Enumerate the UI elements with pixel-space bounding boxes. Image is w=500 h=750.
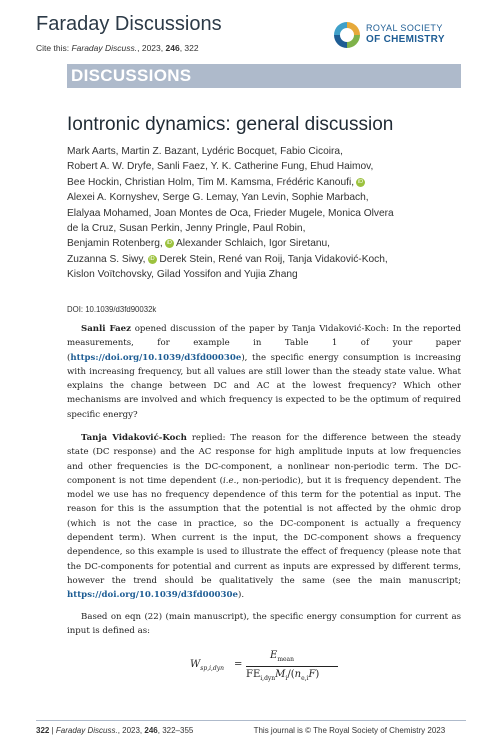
cite-page: , 322: [179, 43, 199, 53]
author-line: [67, 236, 467, 251]
cite-label: Cite this:: [36, 43, 70, 53]
author-line: Mark Aarts, Martin Z. Bazant, Lydéric Bocquet, Fabio Cicoira,: [67, 146, 343, 157]
fraction-bar: [246, 666, 338, 667]
body-text: ), the specific energy consumption is increasing with increasing frequency, but all values are still lower than the steady state value. What explains the change between DC and AC at the lowest frequency? Which other mechanisms are involved and which frequency is expected to be the optimum of required specific energy?: [67, 352, 461, 420]
paragraph-text: [67, 322, 461, 422]
footer-year: , 2023,: [117, 726, 143, 735]
cite-volume: 246: [165, 43, 180, 53]
equation-numerator: $E_{mean}$: [270, 650, 294, 663]
body-text: replied: The reason for the difference between the steady state (DC response) and the AC response for high amplitude inputs at low frequencies and other frequencies is the DC-component, a nonlinear non-periodic term. The DC-component is not time dependent (: [67, 433, 462, 486]
cite-rest: , 2023,: [137, 43, 164, 53]
cite-journal: Faraday Discuss.: [71, 43, 138, 53]
equation-lhs: $W_{sp,i,dyn}$: [190, 659, 225, 672]
doi-link[interactable]: https://doi.org/10.1039/d3fd00030e: [67, 590, 238, 601]
journal-title: Faraday Discussions: [36, 13, 222, 35]
equation-denominator: $FE_{i,dyn}M_i/(n_{e,i}F)$: [246, 669, 320, 682]
author-line: [67, 175, 467, 190]
author-line: Robert A. W. Dryfe, Sanli Faez, Y. K. Catherine Fung, Ehud Haimov,: [67, 161, 374, 173]
speaker-name: Sanli Faez: [81, 324, 132, 334]
orcid-icon[interactable]: iD: [357, 178, 364, 185]
paragraph-text: [67, 431, 461, 603]
author-text: Alexander Schlaich, Igor Siretanu,: [173, 238, 331, 250]
author-text: Bee Hockin, Christian Holm, Tim M. Kamsma, Frédéric Kanoufi,: [67, 176, 355, 188]
rsc-logo-block: [332, 20, 472, 60]
footer-journal: Faraday Discuss.: [55, 726, 118, 735]
doi-link[interactable]: https://doi.org/10.1039/d3fd00030e: [70, 352, 242, 363]
author-text: Zuzanna S. Siwy,: [67, 253, 146, 265]
author-text: Derek Stein, René van Roij, Tanja Vidaković-Koch,: [156, 253, 388, 265]
footer-divider: [36, 720, 466, 721]
body-text: ).: [237, 590, 245, 601]
author-list: [67, 144, 467, 283]
body-text: , non-periodic), but it is frequency dependent. The model we use has no frequency dependence of this term for the potential as input. The reason for this is the assumption that the potential is not affected by the ohmic drop (which is not the case in practice, so the DC-component is actually a frequency dependent term). When current is the input, the DC-component shows a frequency dependence, so this example is used to illustrate the effect of frequency (please note that the DC-components for potential and current as inputs are expressed by different terms, however the trend should be qualitatively the same (see the main manuscript;: [67, 475, 461, 586]
section-band-label: DISCUSSIONS: [71, 66, 192, 85]
paragraph-text: Based on eqn (22) (main manuscript), the specific energy consumption for current as input is defined as:: [67, 612, 461, 637]
author-line: Alexei A. Kornyshev, Serge G. Lemay, Yan Levin, Sophie Marbach,: [67, 192, 369, 204]
page-footer: [36, 726, 445, 735]
paragraph-2: [67, 431, 461, 603]
orcid-icon[interactable]: iD: [166, 240, 172, 247]
footer-pages: , 322–355: [157, 726, 194, 735]
equation-equals: =: [234, 659, 243, 670]
speaker-name: Tanja Vidaković-Koch: [81, 433, 187, 443]
rsc-logo-icon: [332, 20, 362, 50]
author-text: Benjamin Rotenberg,: [67, 238, 163, 250]
footer-copyright: This journal is © The Royal Society of Chemistry 2023: [253, 726, 446, 735]
equation: [190, 650, 340, 684]
author-line: de la Cruz, Susan Perkin, Jenny Pringle, Paul Robin,: [67, 223, 306, 235]
page-number: 322: [36, 726, 50, 735]
doi-line: DOI: 10.1039/d3fd90032k: [67, 305, 157, 314]
cite-line: [36, 43, 199, 53]
section-band: [67, 64, 461, 88]
author-line: Elalyaa Mohamed, Joan Montes de Oca, Frieder Mugele, Monica Olvera: [67, 207, 394, 219]
author-line: [67, 252, 467, 267]
publisher-line2: OF CHEMISTRY: [366, 34, 445, 45]
paragraph-1: [67, 322, 461, 422]
orcid-icon[interactable]: iD: [149, 255, 155, 262]
author-line: Kislon Voïtchovsky, Gilad Yossifon and Yujia Zhang: [67, 269, 298, 281]
footer-volume: 246: [144, 726, 158, 735]
article-title: Iontronic dynamics: general discussion: [67, 114, 394, 135]
body-text: opened discussion of the paper by Tanja Vidaković-Koch: In the reported measurements, for example in Table 1 of your paper (: [67, 324, 462, 363]
ie-abbrev: i.e.: [223, 475, 237, 486]
paragraph-3: [67, 610, 461, 639]
footer-sep: |: [49, 726, 56, 735]
publisher-line1: ROYAL SOCIETY: [366, 23, 443, 33]
